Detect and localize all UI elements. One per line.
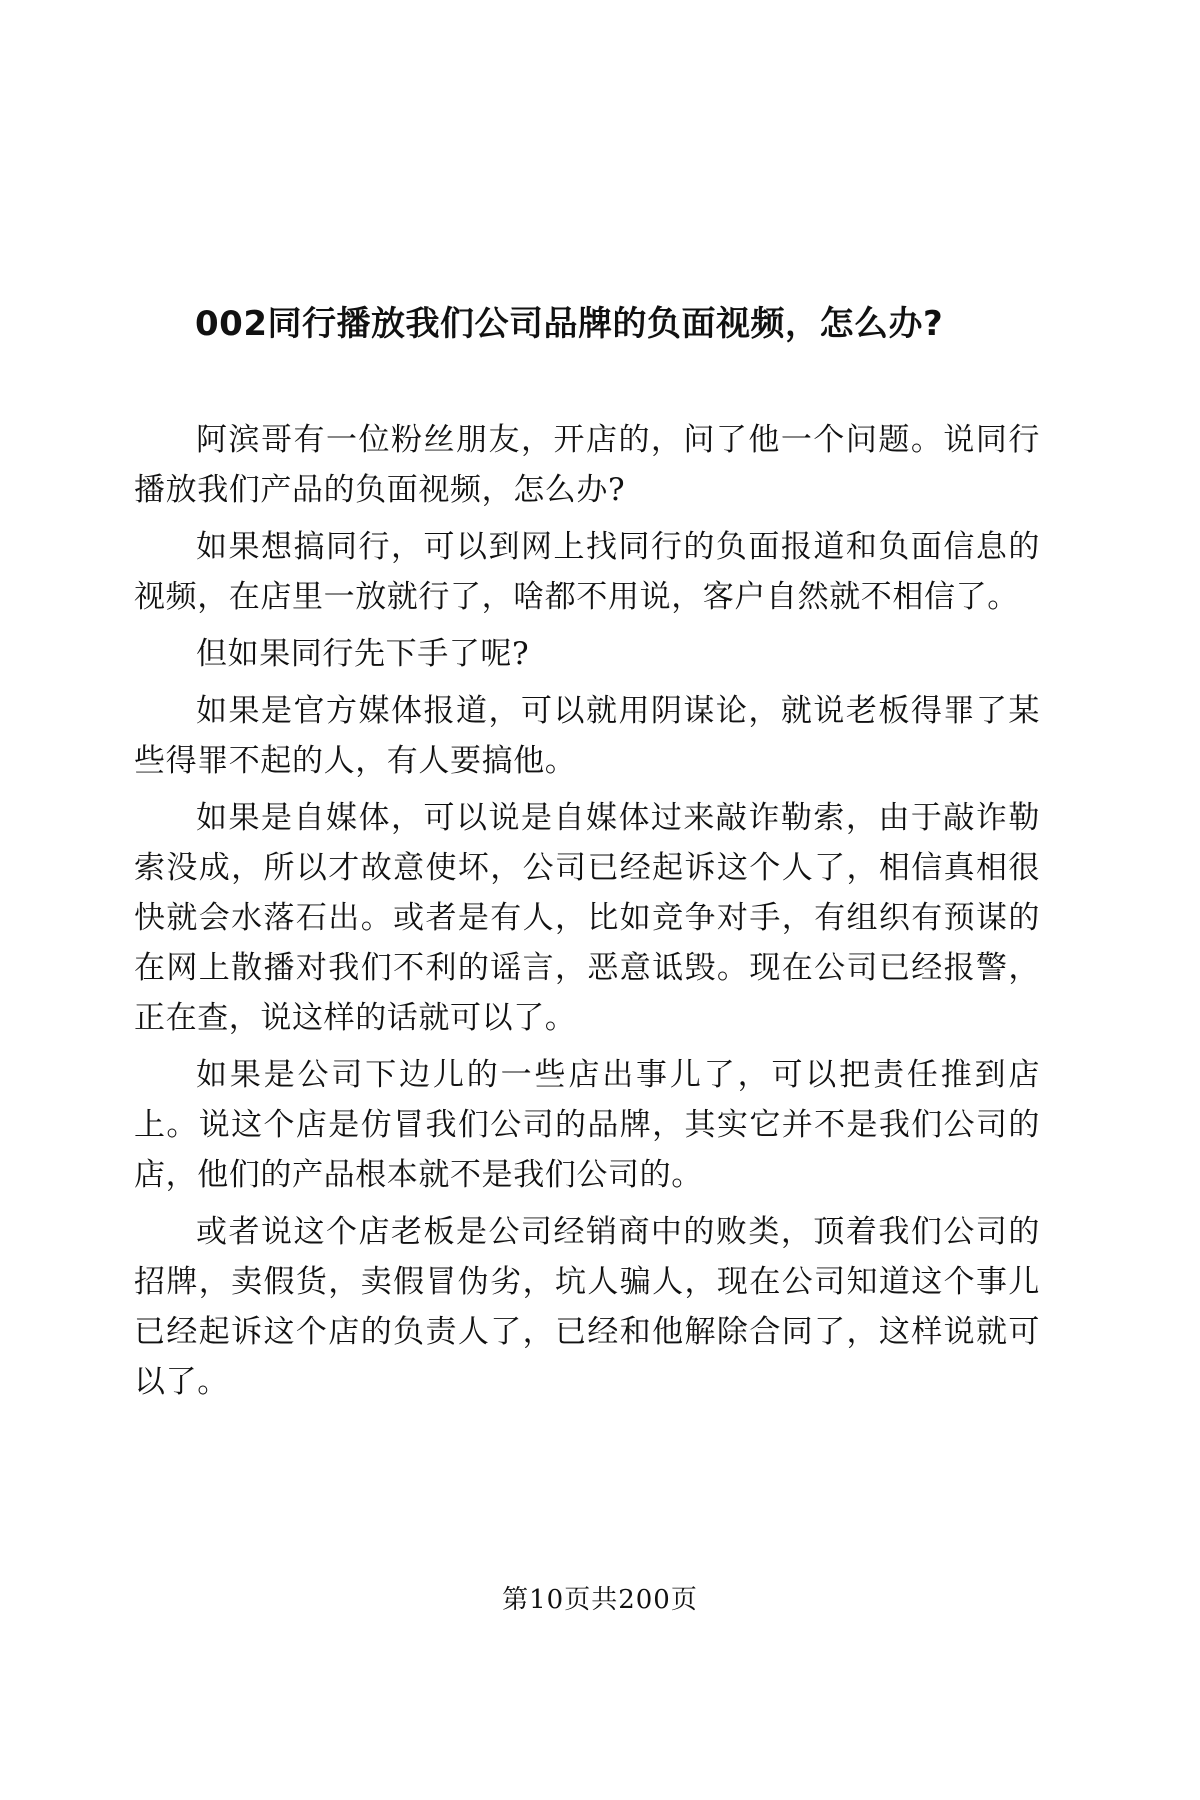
page-footer: 第10页共200页 [502, 1585, 698, 1615]
paragraph: 如果是官方媒体报道，可以就用阴谋论，就说老板得罪了某些得罪不起的人，有人要搞他。 [134, 693, 1040, 779]
paragraph: 或者说这个店老板是公司经销商中的败类，顶着我们公司的招牌，卖假货，卖假冒伪劣，坑人骗人，现在公司知道这个事儿已经起诉这个店的负责人了，已经和他解除合同了，这样说就可以了。 [134, 1214, 1040, 1400]
article-body [134, 415, 1040, 1414]
paragraph: 但如果同行先下手了呢? [196, 636, 530, 672]
paragraph: 如果想搞同行，可以到网上找同行的负面报道和负面信息的视频，在店里一放就行了，啥都不用说，客户自然就不相信了。 [134, 529, 1040, 615]
page-title: 002同行播放我们公司品牌的负面视频，怎么办? [195, 304, 944, 344]
paragraph: 如果是公司下边儿的一些店出事儿了，可以把责任推到店上。说这个店是仿冒我们公司的品牌，其实它并不是我们公司的店，他们的产品根本就不是我们公司的。 [134, 1057, 1040, 1193]
paragraph: 如果是自媒体，可以说是自媒体过来敲诈勒索，由于敲诈勒索没成，所以才故意使坏，公司已经起诉这个人了，相信真相很快就会水落石出。或者是有人，比如竞争对手，有组织有预谋的在网上散播对我们不利的谣言，恶意诋毁。现在公司已经报警，正在查，说这样的话就可以了。 [134, 800, 1040, 1036]
paragraph: 阿滨哥有一位粉丝朋友，开店的，问了他一个问题。说同行播放我们产品的负面视频，怎么办? [134, 422, 1040, 508]
